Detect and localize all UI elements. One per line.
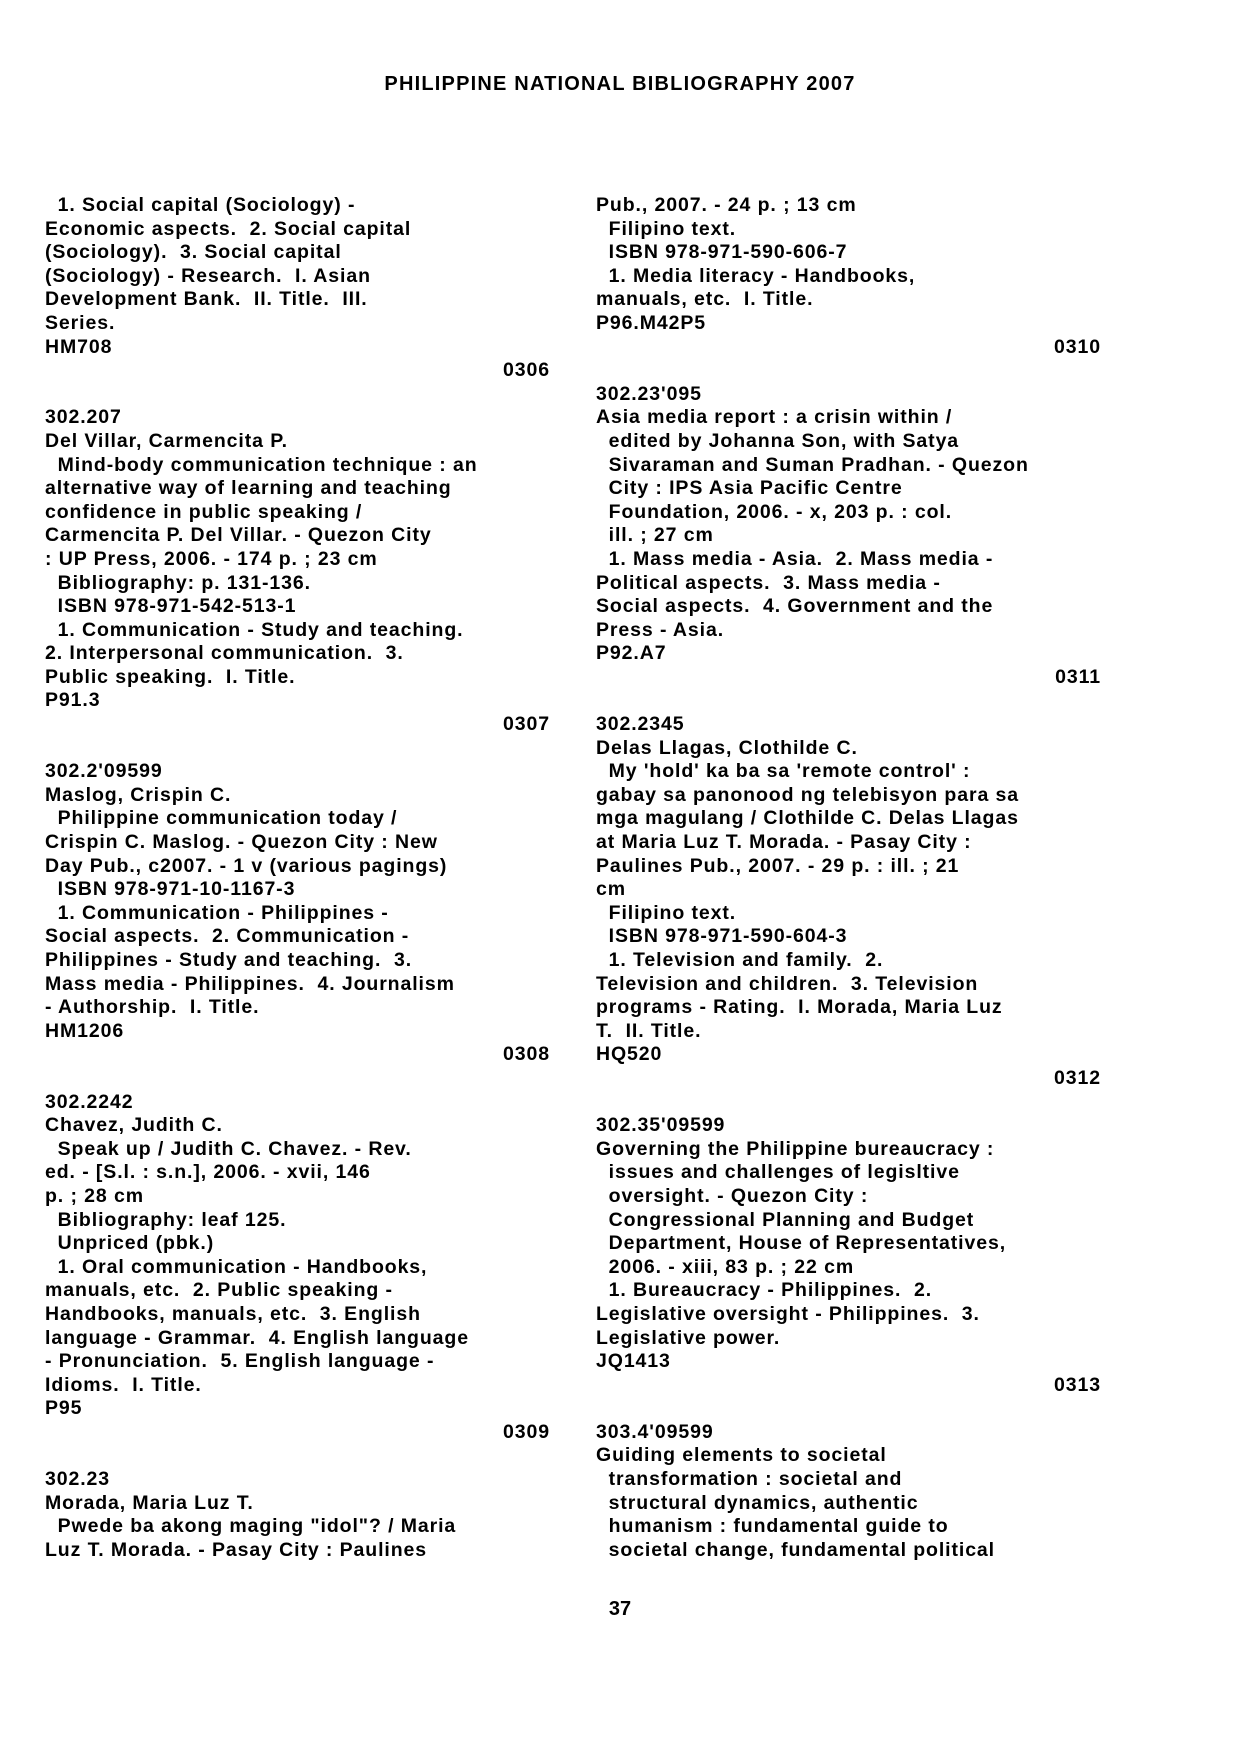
entry-line: Philippines - Study and teaching. 3.	[45, 949, 413, 971]
blank-line	[45, 383, 550, 407]
entry-line: Economic aspects. 2. Social capital	[45, 217, 412, 240]
blank-line	[596, 689, 1101, 713]
entry-line: P96.M42P5	[596, 311, 706, 334]
blank-line	[596, 1397, 1101, 1421]
entry-number: 0308	[503, 1043, 550, 1066]
entry-line: cm	[596, 878, 626, 901]
entry-line: Legislative power.	[596, 1326, 781, 1349]
entry-line: transformation : societal and	[596, 1468, 903, 1491]
entry-line: P91.3	[45, 689, 101, 712]
page-number: 37	[608, 1598, 632, 1620]
entry-line: Filipino text.	[596, 217, 737, 240]
entry-number: 0310	[1054, 335, 1101, 358]
entry-line: confidence in public speaking /	[45, 500, 363, 523]
entry-line: ill. ; 27 cm	[596, 524, 714, 547]
entry-line: Paulines Pub., 2007. - 29 p. : ill. ; 21	[596, 854, 960, 877]
entry-line: My 'hold' ka ba sa 'remote control' :	[596, 760, 971, 783]
entry-line: : UP Press, 2006. - 174 p. ; 23 cm	[45, 547, 378, 570]
left-column	[45, 194, 550, 1562]
entry-line: Pwede ba akong maging "idol"? / Maria	[45, 1515, 457, 1538]
entry-line: manuals, etc. 2. Public speaking -	[45, 1279, 393, 1302]
entry-line: 302.2242	[45, 1090, 134, 1113]
entry-line: 302.207	[45, 406, 122, 429]
entry-line: 1. Communication - Philippines -	[45, 901, 389, 924]
entry-line: Congressional Planning and Budget	[596, 1208, 975, 1231]
blank-line	[45, 737, 550, 761]
entry-line: 1. Social capital (Sociology) -	[45, 194, 356, 216]
entry-line: Bibliography: p. 131-136.	[45, 571, 311, 594]
entry-line: mga magulang / Clothilde C. Delas Llagas	[596, 807, 1019, 830]
entry-line: societal change, fundamental political	[596, 1538, 995, 1561]
entry-line: Day Pub., c2007. - 1 v (various pagings)	[45, 854, 448, 877]
entry-line: 2006. - xiii, 83 p. ; 22 cm	[596, 1255, 855, 1278]
entry-line: Del Villar, Carmencita P.	[45, 429, 288, 452]
entry-line: City : IPS Asia Pacific Centre	[596, 477, 903, 500]
entry-line: 1. Mass media - Asia. 2. Mass media -	[596, 547, 994, 570]
entry-line: issues and challenges of legisltive	[596, 1161, 960, 1184]
entry-line: Delas Llagas, Clothilde C.	[596, 736, 858, 759]
entry-line: gabay sa panonood ng telebisyon para sa	[596, 783, 1020, 806]
entry-line: Idioms. I. Title.	[45, 1373, 202, 1396]
entry-line: edited by Johanna Son, with Satya	[596, 429, 960, 452]
entry-line: Sivaraman and Suman Pradhan. - Quezon	[596, 453, 1029, 476]
entry-line: Maslog, Crispin C.	[45, 783, 232, 806]
entry-line: p. ; 28 cm	[45, 1184, 144, 1207]
entry-line: Speak up / Judith C. Chavez. - Rev.	[45, 1137, 412, 1160]
entry-line: 302.23'095	[596, 382, 702, 405]
entry-number: 0309	[503, 1420, 550, 1443]
entry-line: Crispin C. Maslog. - Quezon City : New	[45, 831, 438, 854]
entry-line: 1. Television and family. 2.	[596, 949, 884, 971]
entry-line: Development Bank. II. Title. III.	[45, 288, 368, 311]
entry-line: (Sociology). 3. Social capital	[45, 241, 342, 264]
entry-line: T. II. Title.	[596, 1019, 702, 1042]
entry-line: 1. Bureaucracy - Philippines. 2.	[596, 1279, 933, 1302]
entry-line: at Maria Luz T. Morada. - Pasay City :	[596, 831, 972, 854]
entry-line: - Authorship. I. Title.	[45, 996, 260, 1019]
entry-line: Filipino text.	[596, 901, 737, 924]
entry-number: 0311	[1055, 665, 1101, 688]
entry-line: Carmencita P. Del Villar. - Quezon City	[45, 524, 432, 547]
entry-line: ISBN 978-971-590-606-7	[596, 241, 848, 264]
entry-line: Mind-body communication technique : an	[45, 453, 478, 476]
entry-line: 302.2345	[596, 713, 685, 736]
blank-line	[596, 1091, 1101, 1115]
entry-line: P92.A7	[596, 642, 667, 665]
entry-line: structural dynamics, authentic	[596, 1491, 919, 1514]
entry-line: Unpriced (pbk.)	[45, 1232, 215, 1255]
entry-line: Handbooks, manuals, etc. 3. English	[45, 1302, 421, 1325]
entry-line: 303.4'09599	[596, 1420, 714, 1443]
entry-number: 0307	[503, 713, 550, 736]
entry-line: Asia media report : a crisin within /	[596, 406, 953, 429]
entry-line: oversight. - Quezon City :	[596, 1184, 869, 1207]
entry-line: HM1206	[45, 1019, 125, 1042]
entry-line: Morada, Maria Luz T.	[45, 1491, 254, 1514]
entry-line: Foundation, 2006. - x, 203 p. : col.	[596, 500, 953, 523]
entry-line: (Sociology) - Research. I. Asian	[45, 264, 371, 287]
entry-number: 0312	[1054, 1066, 1101, 1089]
entry-line: manuals, etc. I. Title.	[596, 288, 814, 311]
entry-line: Public speaking. I. Title.	[45, 665, 296, 688]
entry-line: 1. Oral communication - Handbooks,	[45, 1255, 428, 1278]
entry-line: Television and children. 3. Television	[596, 972, 979, 995]
entry-line: humanism : fundamental guide to	[596, 1515, 949, 1538]
entry-line: ISBN 978-971-10-1167-3	[45, 878, 296, 901]
entry-line: Pub., 2007. - 24 p. ; 13 cm	[596, 194, 857, 216]
entry-line: alternative way of learning and teaching	[45, 477, 452, 500]
entry-line: HQ520	[596, 1043, 663, 1066]
entry-line: Department, House of Representatives,	[596, 1232, 1007, 1255]
entry-line: ed. - [S.l. : s.n.], 2006. - xvii, 146	[45, 1161, 371, 1184]
entry-line: Legislative oversight - Philippines. 3.	[596, 1302, 980, 1325]
entry-line: Chavez, Judith C.	[45, 1114, 223, 1137]
entry-line: Series.	[45, 311, 116, 334]
entry-line: Political aspects. 3. Mass media -	[596, 571, 941, 594]
entry-line: 302.23	[45, 1468, 111, 1491]
entry-line: language - Grammar. 4. English language	[45, 1326, 469, 1349]
entry-line: P95	[45, 1397, 83, 1420]
page-title: PHILIPPINE NATIONAL BIBLIOGRAPHY 2007	[384, 73, 856, 95]
entry-line: Mass media - Philippines. 4. Journalism	[45, 972, 455, 995]
entry-line: Social aspects. 4. Government and the	[596, 595, 994, 618]
entry-line: 302.2'09599	[45, 760, 163, 783]
entry-line: ISBN 978-971-542-513-1	[45, 595, 297, 618]
entry-line: 1. Media literacy - Handbooks,	[596, 264, 916, 287]
entry-line: programs - Rating. I. Morada, Maria Luz	[596, 996, 1003, 1019]
blank-line	[596, 359, 1101, 383]
entry-line: Press - Asia.	[596, 618, 725, 641]
entry-number: 0306	[503, 359, 550, 382]
entry-line: 2. Interpersonal communication. 3.	[45, 642, 404, 665]
blank-line	[45, 1444, 550, 1468]
entry-line: 1. Communication - Study and teaching.	[45, 618, 464, 641]
entry-line: Luz T. Morada. - Pasay City : Paulines	[45, 1538, 428, 1561]
entry-line: JQ1413	[596, 1350, 671, 1373]
entry-line: Bibliography: leaf 125.	[45, 1208, 287, 1231]
entry-line: ISBN 978-971-590-604-3	[596, 925, 848, 948]
entry-line: Governing the Philippine bureaucracy :	[596, 1137, 995, 1160]
entry-line: 302.35'09599	[596, 1114, 726, 1137]
entry-number: 0313	[1054, 1373, 1101, 1396]
entry-line: HM708	[45, 335, 113, 358]
entry-line: Social aspects. 2. Communication -	[45, 925, 410, 948]
blank-line	[45, 1067, 550, 1091]
entry-line: - Pronunciation. 5. English language -	[45, 1350, 435, 1373]
entry-line: Philippine communication today /	[45, 807, 398, 830]
right-column	[596, 194, 1101, 1562]
entry-line: Guiding elements to societal	[596, 1444, 887, 1467]
